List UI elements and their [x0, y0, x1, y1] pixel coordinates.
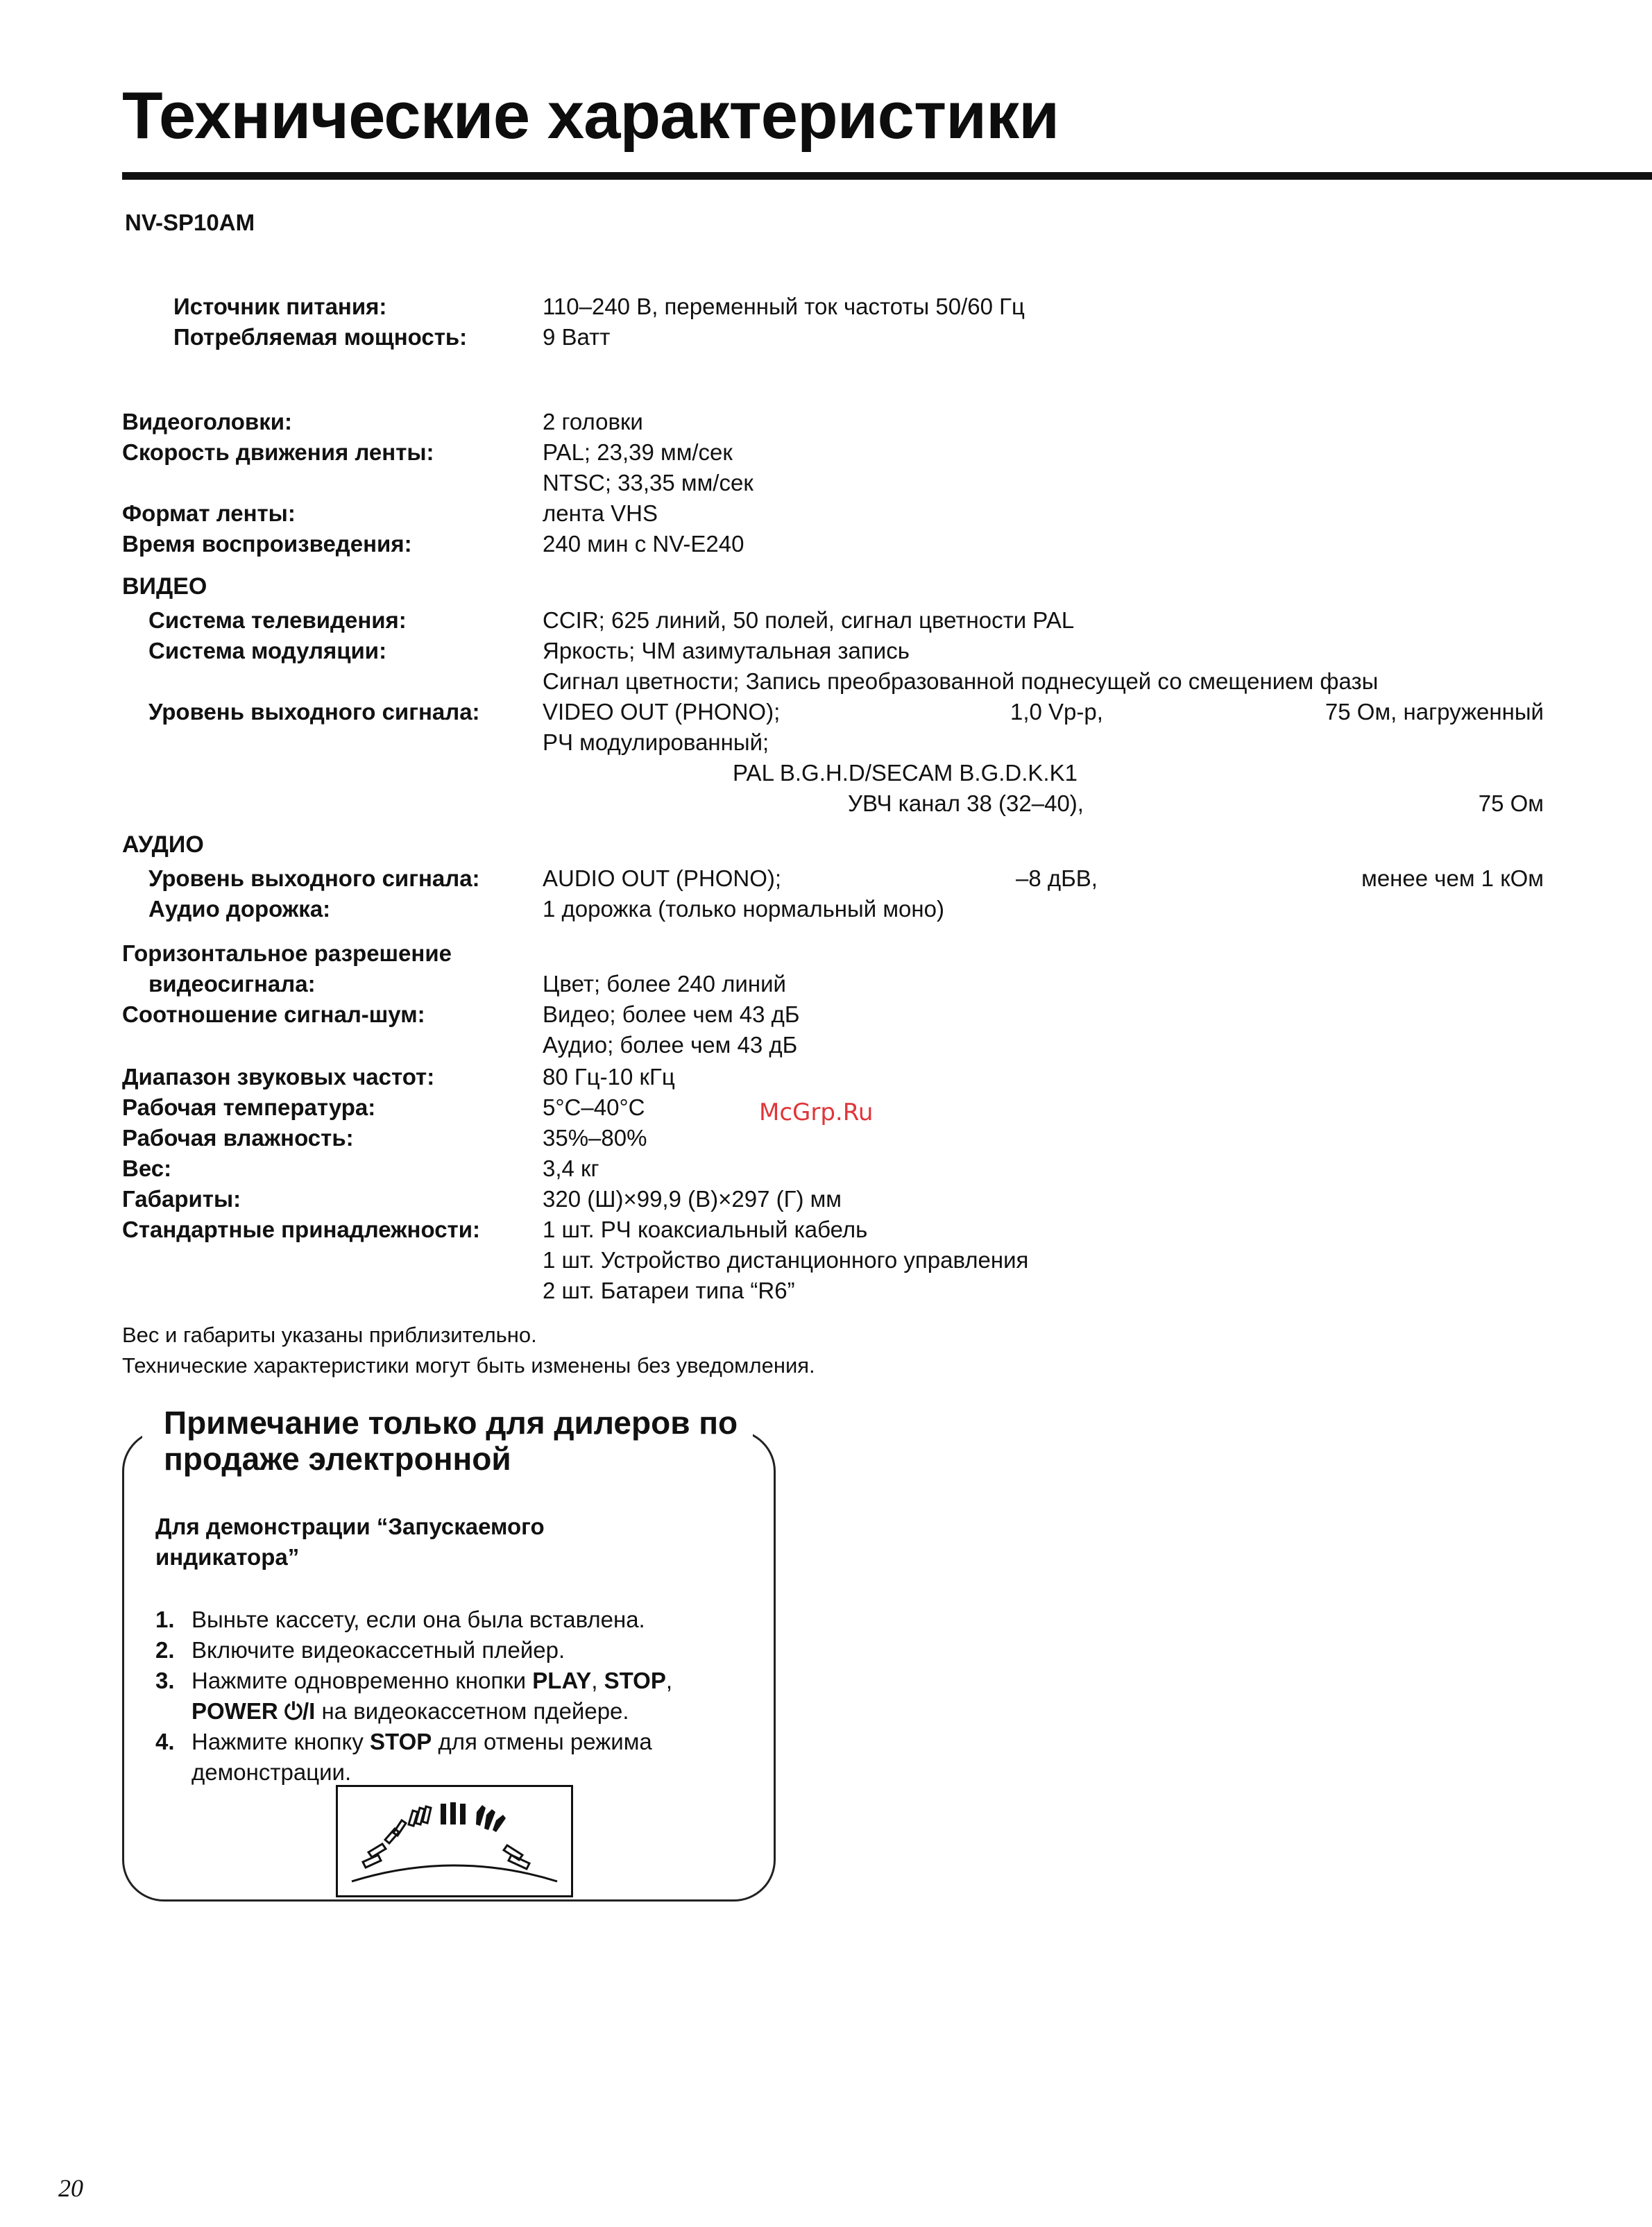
dealer-note-title: Примечание только для дилеров по продаже электронной — [164, 1405, 738, 1477]
heads-label: Видеоголовки: — [122, 409, 292, 434]
step-1 — [155, 1604, 645, 1635]
power-source-label: Источник питания: — [173, 294, 387, 319]
modulation-label: Система модуляции: — [148, 638, 387, 663]
rf-systems: PAL B.G.H.D/SECAM B.G.D.K.K1 — [733, 760, 1078, 786]
modulation-luma: Яркость; ЧМ азимутальная запись — [543, 638, 910, 663]
rf-load: 75 Ом — [1478, 790, 1544, 816]
temp-value: 5°C–40°C — [543, 1094, 645, 1120]
step-3 — [155, 1666, 672, 1696]
freq-label: Диапазон звуковых частот: — [122, 1064, 435, 1090]
speed-pal: PAL; 23,39 мм/сек — [543, 439, 733, 465]
step-1-text: Выньте кассету, если она была вставлена. — [191, 1607, 645, 1632]
accessory-cable: 1 шт. РЧ коаксиальный кабель — [543, 1217, 868, 1242]
audio-track-value: 1 дорожка (только нормальный моно) — [543, 896, 944, 922]
step-3-continued — [191, 1696, 629, 1727]
video-output-label: Уровень выходного сигнала: — [148, 699, 480, 725]
step-2-text: Включите видеокассетный плейер. — [191, 1637, 565, 1663]
heads-value: 2 головки — [543, 409, 643, 434]
audio-heading: АУДИО — [122, 831, 204, 858]
weight-label: Вес: — [122, 1155, 172, 1181]
accessory-batteries: 2 шт. Батареи типа “R6” — [543, 1278, 795, 1303]
accessories-label: Стандартные принадлежности: — [122, 1217, 480, 1242]
speed-label: Скорость движения ленты: — [122, 439, 434, 465]
stop-key-2: STOP — [370, 1729, 432, 1754]
tv-system-value: CCIR; 625 линий, 50 полей, сигнал цветности PAL — [543, 607, 1075, 633]
audio-out-level: –8 дБВ, — [1016, 865, 1098, 891]
step-4 — [155, 1727, 652, 1757]
model-number: NV-SP10AM — [125, 210, 255, 235]
snr-video: Видео; более чем 43 дБ — [543, 1001, 800, 1027]
indicator-bars-icon — [338, 1787, 571, 1895]
temp-label: Рабочая температура: — [122, 1094, 376, 1120]
step-3-text: Нажмите одновременно кнопки — [191, 1668, 533, 1693]
snr-audio: Аудио; более чем 43 дБ — [543, 1032, 798, 1058]
power-consumption-value: 9 Ватт — [543, 324, 611, 350]
dims-value: 320 (Ш)×99,9 (В)×297 (Г) мм — [543, 1186, 842, 1212]
step-3-end: , — [665, 1668, 673, 1693]
power-source-value: 110–240 В, переменный ток частоты 50/60 Гц — [543, 294, 1025, 319]
format-label: Формат ленты: — [122, 500, 296, 526]
playtime-value: 240 мин с NV-E240 — [543, 531, 744, 557]
dims-label: Габариты: — [122, 1186, 241, 1212]
audio-output-label: Уровень выходного сигнала: — [148, 865, 480, 891]
audio-track-label: Аудио дорожка: — [148, 896, 331, 922]
step-1-number: 1. — [155, 1607, 175, 1632]
footnote-approx: Вес и габариты указаны приблизительно. — [122, 1323, 537, 1347]
format-value: лента VHS — [543, 500, 658, 526]
humidity-value: 35%–80% — [543, 1125, 647, 1151]
page-title: Технические характеристики — [122, 78, 1059, 153]
video-out-level: 1,0 Vp-p, — [1010, 699, 1103, 725]
step-2-number: 2. — [155, 1637, 175, 1663]
power-key: POWER ⏻/I — [191, 1698, 316, 1724]
demo-display-illustration — [336, 1785, 573, 1897]
resolution-label-2: видеосигнала: — [148, 971, 316, 997]
step-3-sep: , — [591, 1668, 604, 1693]
step-2 — [155, 1635, 565, 1666]
rf-output: РЧ модулированный; — [543, 729, 769, 755]
play-key: PLAY — [532, 1668, 592, 1693]
title-rule — [122, 172, 1652, 180]
step-4-rest: для отмены режима — [432, 1729, 652, 1754]
freq-value: 80 Гц-10 кГц — [543, 1064, 675, 1090]
video-heading: ВИДЕО — [122, 573, 207, 600]
resolution-value: Цвет; более 240 линий — [543, 971, 786, 997]
rf-channel: УВЧ канал 38 (32–40), — [848, 790, 1084, 816]
weight-value: 3,4 кг — [543, 1155, 599, 1181]
footnote-changes: Технические характеристики могут быть изменены без уведомления. — [122, 1353, 815, 1378]
modulation-chroma: Сигнал цветности; Запись преобразованной поднесущей со смещением фазы — [543, 668, 1379, 694]
power-consumption-label: Потребляемая мощность: — [173, 324, 468, 350]
step-3-number: 3. — [155, 1668, 175, 1693]
step-4-text: Нажмите кнопку — [191, 1729, 371, 1754]
step-4-continued: демонстрации. — [191, 1759, 352, 1785]
audio-out-connector: AUDIO OUT (PHONO); — [543, 865, 782, 891]
step-3-rest: на видеокассетном пдейере. — [315, 1698, 629, 1724]
resolution-label: Горизонтальное разрешение — [122, 940, 452, 966]
step-4-number: 4. — [155, 1729, 175, 1754]
dealer-note-subtitle: Для демонстрации “Запускаемого индикатора” — [155, 1514, 545, 1570]
video-out-connector: VIDEO OUT (PHONO); — [543, 699, 781, 725]
humidity-label: Рабочая влажность: — [122, 1125, 354, 1151]
page-number: 20 — [58, 2174, 83, 2202]
playtime-label: Время воспроизведения: — [122, 531, 412, 557]
stop-key: STOP — [604, 1668, 666, 1693]
snr-label: Соотношение сигнал-шум: — [122, 1001, 425, 1027]
audio-out-load: менее чем 1 кОм — [1361, 865, 1544, 891]
video-out-load: 75 Ом, нагруженный — [1325, 699, 1544, 725]
tv-system-label: Система телевидения: — [148, 607, 407, 633]
watermark: McGrp.Ru — [759, 1099, 874, 1126]
speed-ntsc: NTSC; 33,35 мм/сек — [543, 470, 753, 496]
accessory-remote: 1 шт. Устройство дистанционного управления — [543, 1247, 1029, 1273]
